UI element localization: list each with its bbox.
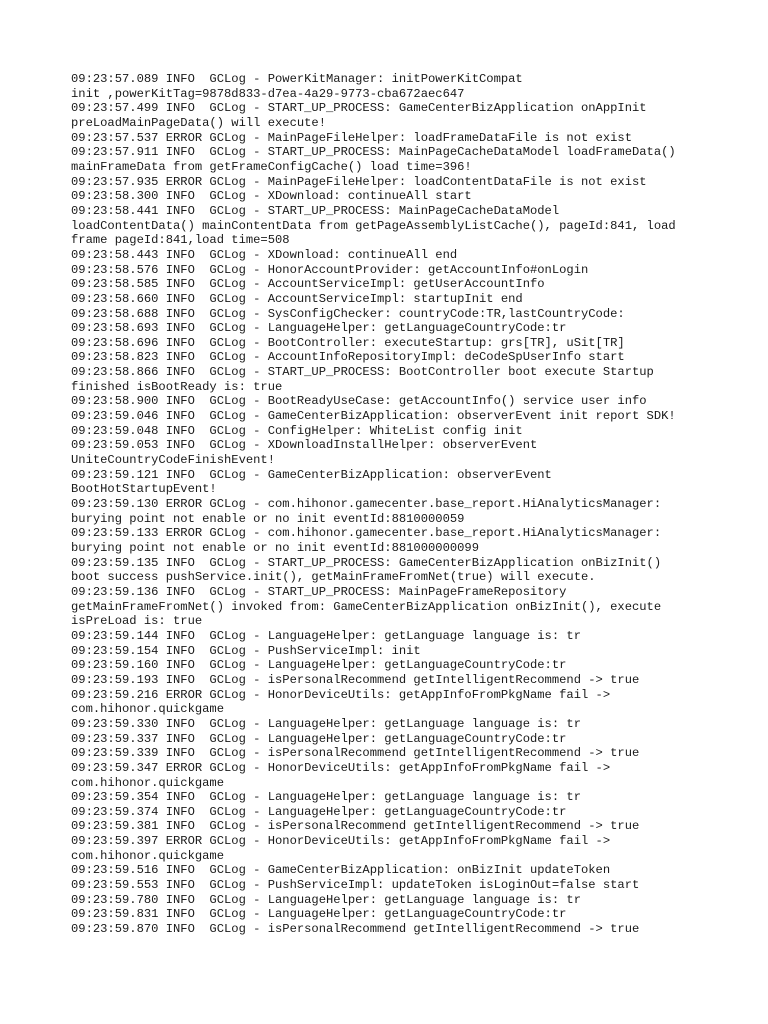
log-line: 09:23:59.048 INFO GCLog - ConfigHelper: WhiteList config init	[71, 423, 523, 438]
log-line: isPreLoad is: true	[71, 614, 203, 629]
log-line: com.hihonor.quickgame	[71, 702, 224, 717]
log-line: 09:23:59.053 INFO GCLog - XDownloadInstallHelper: observerEvent	[71, 438, 538, 453]
log-line: frame pageId:841,load time=508	[71, 233, 290, 248]
log-line: 09:23:59.831 INFO GCLog - LanguageHelper: getLanguageCountryCode:tr	[71, 907, 567, 922]
log-line: 09:23:57.499 INFO GCLog - START_UP_PROCESS: GameCenterBizApplication onAppInit	[71, 101, 647, 116]
log-line: 09:23:58.696 INFO GCLog - BootController: executeStartup: grs[TR], uSit[TR]	[71, 335, 625, 350]
log-line: mainFrameData from getFrameConfigCache() load time=396!	[71, 159, 472, 174]
log-line: 09:23:58.300 INFO GCLog - XDownload: continueAll start	[71, 189, 472, 204]
log-line: 09:23:59.121 INFO GCLog - GameCenterBizApplication: observerEvent	[71, 467, 552, 482]
log-line: preLoadMainPageData() will execute!	[71, 115, 326, 130]
log-line: 09:23:59.046 INFO GCLog - GameCenterBizApplication: observerEvent init report SDK!	[71, 409, 676, 424]
log-line: 09:23:59.136 INFO GCLog - START_UP_PROCESS: MainPageFrameRepository	[71, 584, 567, 599]
log-line: 09:23:59.144 INFO GCLog - LanguageHelper: getLanguage language is: tr	[71, 628, 581, 643]
log-line: 09:23:57.935 ERROR GCLog - MainPageFileHelper: loadContentDataFile is not exist	[71, 174, 647, 189]
log-line: 09:23:58.693 INFO GCLog - LanguageHelper: getLanguageCountryCode:tr	[71, 321, 567, 336]
log-line: 09:23:58.441 INFO GCLog - START_UP_PROCESS: MainPageCacheDataModel	[71, 203, 560, 218]
log-line: 09:23:59.780 INFO GCLog - LanguageHelper: getLanguage language is: tr	[71, 892, 581, 907]
log-line: 09:23:59.374 INFO GCLog - LanguageHelper: getLanguageCountryCode:tr	[71, 804, 567, 819]
log-line: 09:23:59.870 INFO GCLog - isPersonalRecommend getIntelligentRecommend -> true	[71, 922, 640, 937]
log-line: 09:23:59.347 ERROR GCLog - HonorDeviceUtils: getAppInfoFromPkgName fail ->	[71, 760, 611, 775]
log-line: 09:23:59.330 INFO GCLog - LanguageHelper: getLanguage language is: tr	[71, 716, 581, 731]
log-line: com.hihonor.quickgame	[71, 848, 224, 863]
log-line: UniteCountryCodeFinishEvent!	[71, 453, 275, 468]
log-line: 09:23:59.130 ERROR GCLog - com.hihonor.gamecenter.base_report.HiAnalyticsManager:	[71, 497, 662, 512]
log-line: 09:23:59.397 ERROR GCLog - HonorDeviceUtils: getAppInfoFromPkgName fail ->	[71, 834, 611, 849]
log-line: 09:23:59.154 INFO GCLog - PushServiceImpl: init	[71, 643, 421, 658]
log-line: 09:23:58.660 INFO GCLog - AccountServiceImpl: startupInit end	[71, 291, 523, 306]
log-line: burying point not enable or no init eventId:881000000099	[71, 541, 479, 555]
log-line: 09:23:59.354 INFO GCLog - LanguageHelper: getLanguage language is: tr	[71, 790, 581, 805]
log-line: 09:23:59.135 INFO GCLog - START_UP_PROCESS: GameCenterBizApplication onBizInit()	[71, 555, 662, 570]
log-line: 09:23:58.576 INFO GCLog - HonorAccountProvider: getAccountInfo#onLogin	[71, 262, 589, 277]
log-line: com.hihonor.quickgame	[71, 775, 224, 790]
log-line: 09:23:59.381 INFO GCLog - isPersonalRecommend getIntelligentRecommend -> true	[71, 819, 640, 834]
log-line: boot success pushService.init(), getMainFrameFromNet(true) will execute.	[71, 570, 596, 585]
log-line: 09:23:59.339 INFO GCLog - isPersonalRecommend getIntelligentRecommend -> true	[71, 746, 640, 761]
log-line: BootHotStartupEvent!	[71, 482, 217, 497]
log-line: 09:23:58.585 INFO GCLog - AccountServiceImpl: getUserAccountInfo	[71, 277, 545, 292]
log-line: 09:23:57.911 INFO GCLog - START_UP_PROCESS: MainPageCacheDataModel loadFrameData()	[71, 145, 676, 160]
log-line: 09:23:59.160 INFO GCLog - LanguageHelper: getLanguageCountryCode:tr	[71, 658, 567, 673]
log-line: loadContentData() mainContentData from getPageAssemblyListCache(), pageId:841, load	[71, 218, 676, 233]
log-line: 09:23:57.537 ERROR GCLog - MainPageFileHelper: loadFrameDataFile is not exist	[71, 130, 632, 145]
log-line: 09:23:58.688 INFO GCLog - SysConfigChecker: countryCode:TR,lastCountryCode:	[71, 306, 625, 321]
log-line: 09:23:58.866 INFO GCLog - START_UP_PROCESS: BootController boot execute Startup	[71, 365, 654, 380]
log-line: 09:23:59.216 ERROR GCLog - HonorDeviceUtils: getAppInfoFromPkgName fail ->	[71, 687, 611, 702]
log-line: burying point not enable or no init eventId:8810000059	[71, 511, 465, 526]
log-line: 09:23:59.193 INFO GCLog - isPersonalRecommend getIntelligentRecommend -> true	[71, 672, 640, 687]
log-document	[71, 72, 711, 937]
log-line: 09:23:59.516 INFO GCLog - GameCenterBizApplication: onBizInit updateToken	[71, 863, 611, 878]
log-line: 09:23:57.089 INFO GCLog - PowerKitManager: initPowerKitCompat	[71, 72, 523, 86]
log-line: 09:23:58.900 INFO GCLog - BootReadyUseCase: getAccountInfo() service user info	[71, 394, 647, 409]
log-line: finished isBootReady is: true	[71, 379, 283, 394]
log-line: 09:23:59.553 INFO GCLog - PushServiceImpl: updateToken isLoginOut=false start	[71, 878, 640, 893]
log-line: 09:23:59.133 ERROR GCLog - com.hihonor.gamecenter.base_report.HiAnalyticsManager:	[71, 526, 662, 541]
log-line: 09:23:58.823 INFO GCLog - AccountInfoRepositoryImpl: deCodeSpUserInfo start	[71, 350, 625, 365]
log-line: 09:23:59.337 INFO GCLog - LanguageHelper: getLanguageCountryCode:tr	[71, 731, 567, 746]
log-line: 09:23:58.443 INFO GCLog - XDownload: continueAll end	[71, 247, 458, 262]
log-line: getMainFrameFromNet() invoked from: GameCenterBizApplication onBizInit(), execute	[71, 599, 662, 614]
log-line: init ,powerKitTag=9878d833-d7ea-4a29-9773-cba672aec647	[71, 86, 465, 101]
